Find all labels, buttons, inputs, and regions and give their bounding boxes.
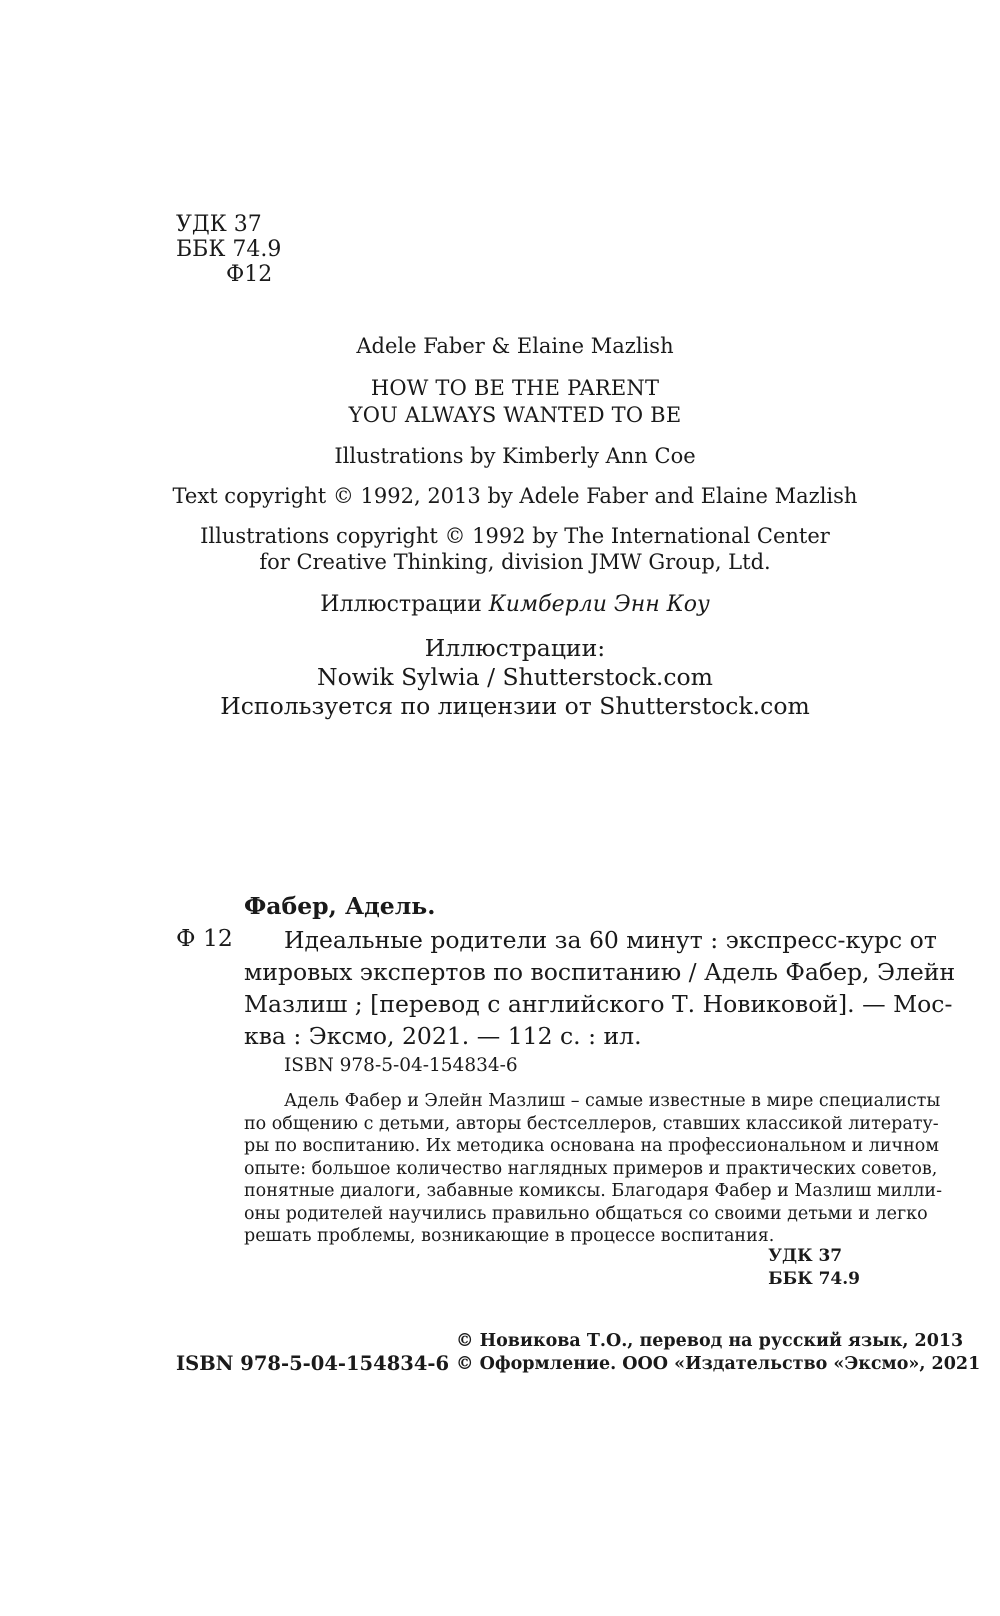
footer-isbn: ISBN 978-5-04-154834-6: [176, 1352, 450, 1375]
annotation: [244, 1090, 943, 1248]
annotation-line: оны родителей научились правильно общаться со своими детьми и легко: [244, 1203, 928, 1224]
design-copyright: © Оформление. ООО «Издательство «Эксмо», 2021: [456, 1354, 981, 1374]
annotation-bbk: ББК 74.9: [768, 1269, 860, 1289]
illustrations-credit: Illustrations by Kimberly Ann Coe: [334, 444, 696, 468]
bib-line: Идеальные родители за 60 минут : экспресс-курс от: [284, 926, 937, 954]
original-title-line2: YOU ALWAYS WANTED TO BE: [348, 403, 682, 427]
translation-copyright: © Новикова Т.О., перевод на русский язык, 2013: [456, 1331, 964, 1351]
original-authors: Adele Faber & Elaine Mazlish: [356, 334, 674, 358]
bib-isbn: ISBN 978-5-04-154834-6: [284, 1055, 518, 1076]
bib-author-sign: Ф 12: [176, 924, 233, 952]
udk-code: УДК 37: [176, 212, 262, 237]
annotation-line: Адель Фабер и Элейн Мазлиш – самые известные в мире специалисты: [284, 1091, 941, 1111]
ru-illustrations-credit: [0, 592, 1000, 617]
ru-license: Используется по лицензии от Shutterstock.com: [220, 692, 810, 720]
annotation-codes: [768, 1245, 860, 1291]
annotation-line: ры по воспитанию. Их методика основана на профессиональном и личном: [244, 1136, 939, 1156]
bib-heading: Фабер, Адель.: [244, 892, 436, 920]
annotation-line: опыте: большое количество наглядных примеров и практических советов,: [244, 1158, 938, 1179]
annotation-udk: УДК 37: [768, 1246, 843, 1266]
author-sign: Ф12: [226, 262, 273, 287]
ru-illustrations-label2: Иллюстрации:: [424, 634, 606, 662]
classification-block: [176, 212, 281, 287]
illustrations-copyright-line2: for Creative Thinking, division JMW Group, Ltd.: [259, 550, 771, 574]
bib-line: Мазлиш ; [перевод с английского Т. Новиковой]. — Мос-: [244, 990, 953, 1018]
illustrations-copyright-line1: Illustrations copyright © 1992 by The International Center: [200, 524, 830, 548]
bib-line: мировых экспертов по воспитанию / Адель Фабер, Элейн: [244, 958, 956, 986]
ru-illustrations-source: Nowik Sylwia / Shutterstock.com: [317, 663, 713, 691]
annotation-line: понятные диалоги, забавные комиксы. Благодаря Фабер и Мазлиш милли-: [244, 1181, 943, 1201]
copyright-block: [456, 1330, 980, 1376]
bib-line: ква : Эксмо, 2021. — 112 с. : ил.: [244, 1022, 642, 1050]
original-title-line1: HOW TO BE THE PARENT: [370, 376, 660, 400]
annotation-line: по общению с детьми, авторы бестселлеров, ставших классикой литерату-: [244, 1113, 939, 1134]
ru-illustrator-name: Кимберли Энн Коу: [488, 592, 710, 617]
ru-illustrations-label: Иллюстрации: [320, 592, 489, 617]
bbk-code: ББК 74.9: [176, 237, 282, 262]
bib-description: [244, 924, 956, 1052]
annotation-line: решать проблемы, возникающие в процессе воспитания.: [244, 1226, 775, 1246]
text-copyright: Text copyright © 1992, 2013 by Adele Faber and Elaine Mazlish: [172, 484, 858, 508]
